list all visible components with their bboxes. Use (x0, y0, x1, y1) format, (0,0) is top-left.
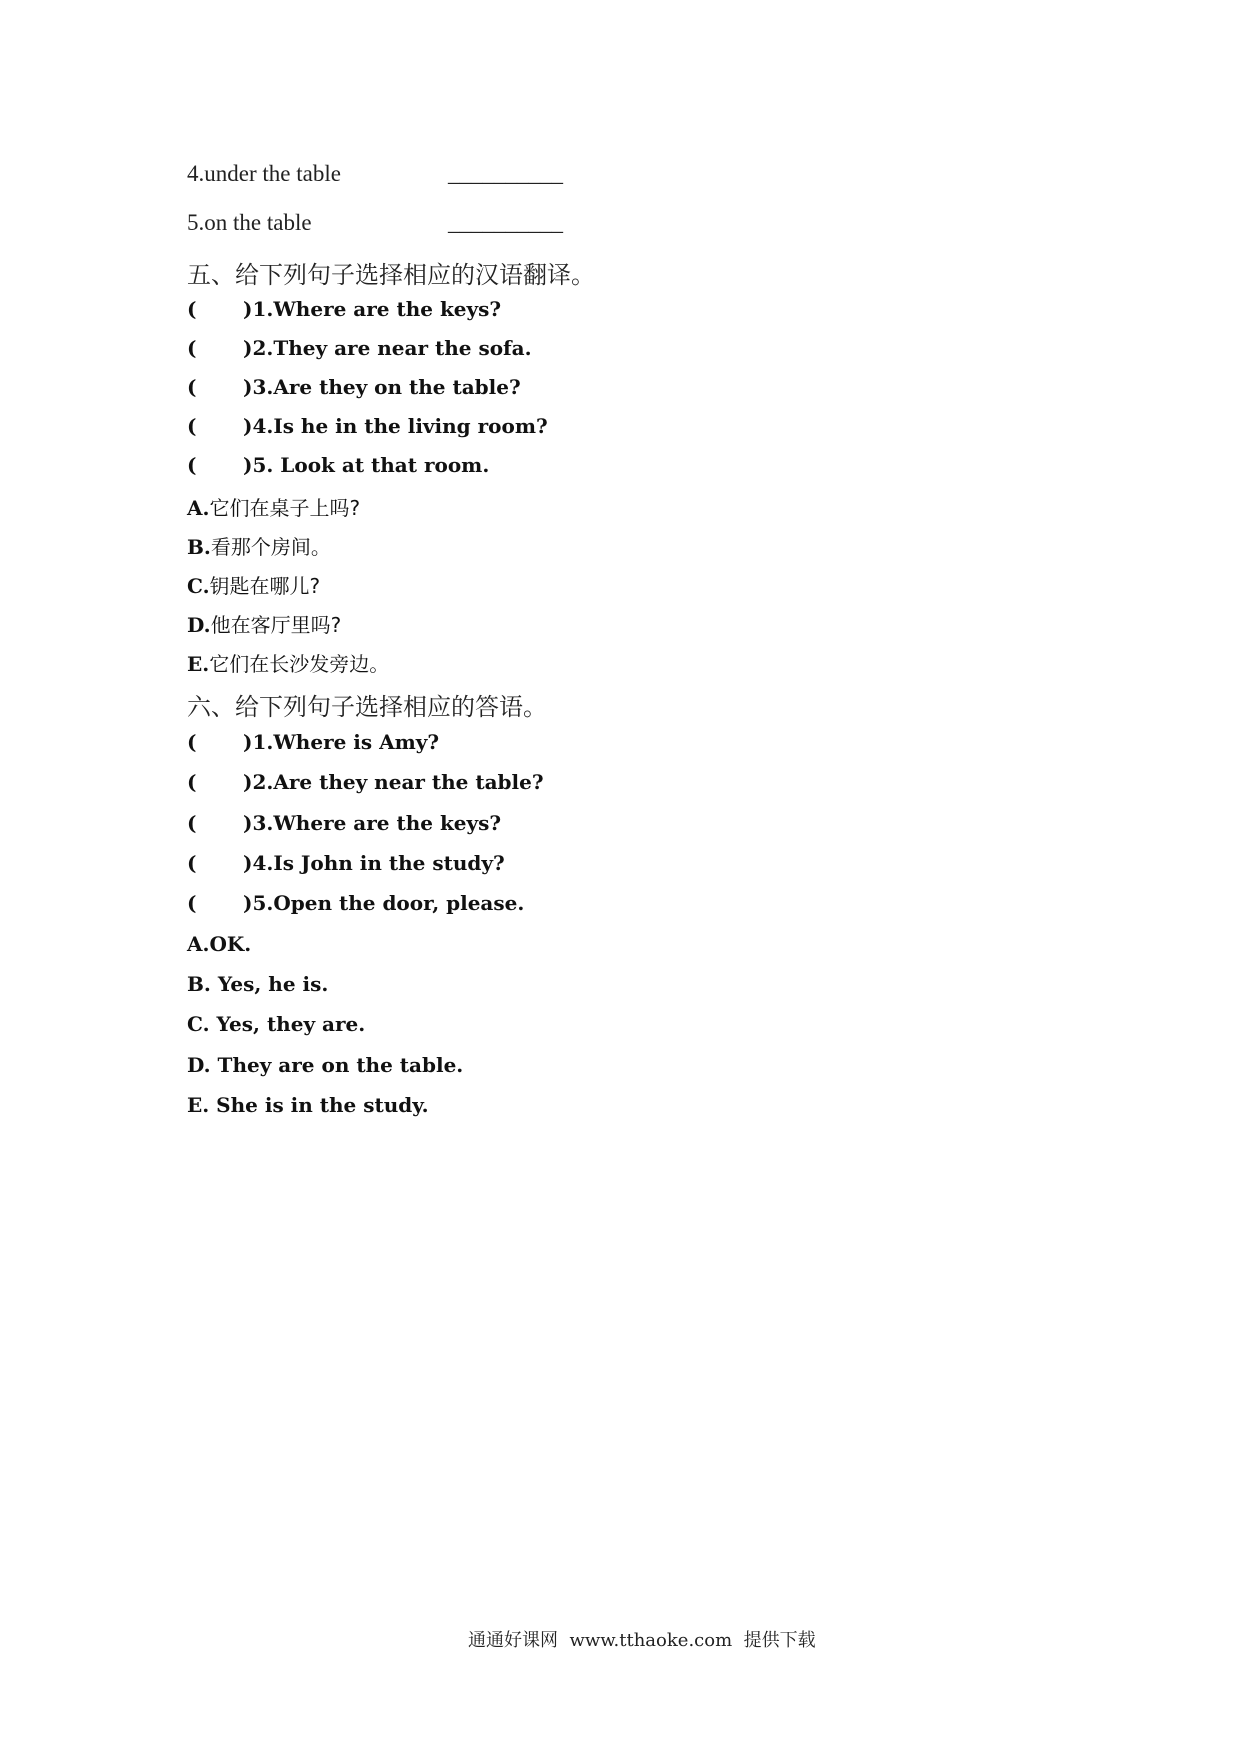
answer-paren[interactable]: ( (187, 851, 197, 875)
phrase-item-4: 4.under the table (187, 161, 341, 186)
s5-option-a: A.它们在桌子上吗? (187, 496, 361, 520)
question-text: )5. Look at that room. (243, 453, 490, 477)
question-text: )2.They are near the sofa. (243, 336, 532, 360)
s5-option-c: C.钥匙在哪儿? (187, 574, 321, 598)
answer-paren[interactable]: ( (187, 336, 197, 360)
s6-question-3 (187, 811, 501, 835)
answer-paren[interactable]: ( (187, 730, 197, 754)
s6-question-2 (187, 770, 544, 794)
question-text: )1.Where is Amy? (243, 730, 440, 754)
s6-option-d: D. They are on the table. (187, 1053, 464, 1077)
s6-option-e: E. She is in the study. (187, 1093, 429, 1117)
question-text: )2.Are they near the table? (243, 770, 544, 794)
section-5-heading: 五、给下列句子选择相应的汉语翻译。 (187, 261, 595, 289)
phrase-item-5: 5.on the table (187, 210, 312, 235)
s6-question-4 (187, 851, 505, 875)
s5-question-3 (187, 375, 521, 399)
s6-question-5 (187, 891, 524, 915)
s6-option-c: C. Yes, they are. (187, 1012, 366, 1036)
s5-question-1 (187, 297, 501, 321)
s6-option-a: A.OK. (187, 932, 252, 956)
question-text: )1.Where are the keys? (243, 297, 502, 321)
section-6-heading: 六、给下列句子选择相应的答语。 (187, 693, 547, 721)
s6-question-1 (187, 730, 439, 754)
question-text: )4.Is John in the study? (243, 851, 505, 875)
s6-option-b: B. Yes, he is. (187, 972, 329, 996)
question-text: )5.Open the door, please. (243, 891, 525, 915)
s5-question-5 (187, 453, 489, 477)
answer-blank-4: __________ (448, 161, 563, 186)
s5-option-b: B.看那个房间。 (187, 535, 331, 559)
answer-paren[interactable]: ( (187, 891, 197, 915)
answer-paren[interactable]: ( (187, 770, 197, 794)
s5-question-4 (187, 414, 548, 438)
answer-paren[interactable]: ( (187, 297, 197, 321)
s5-option-d: D.他在客厅里吗? (187, 613, 342, 637)
s5-option-e: E.它们在长沙发旁边。 (187, 652, 390, 676)
footer-credit: 通通好课网 www.tthaoke.com 提供下载 (468, 1630, 816, 1651)
question-text: )3.Are they on the table? (243, 375, 521, 399)
s5-question-2 (187, 336, 532, 360)
question-text: )3.Where are the keys? (243, 811, 502, 835)
answer-paren[interactable]: ( (187, 811, 197, 835)
answer-paren[interactable]: ( (187, 453, 197, 477)
question-text: )4.Is he in the living room? (243, 414, 548, 438)
answer-paren[interactable]: ( (187, 414, 197, 438)
answer-blank-5: __________ (448, 210, 563, 235)
answer-paren[interactable]: ( (187, 375, 197, 399)
